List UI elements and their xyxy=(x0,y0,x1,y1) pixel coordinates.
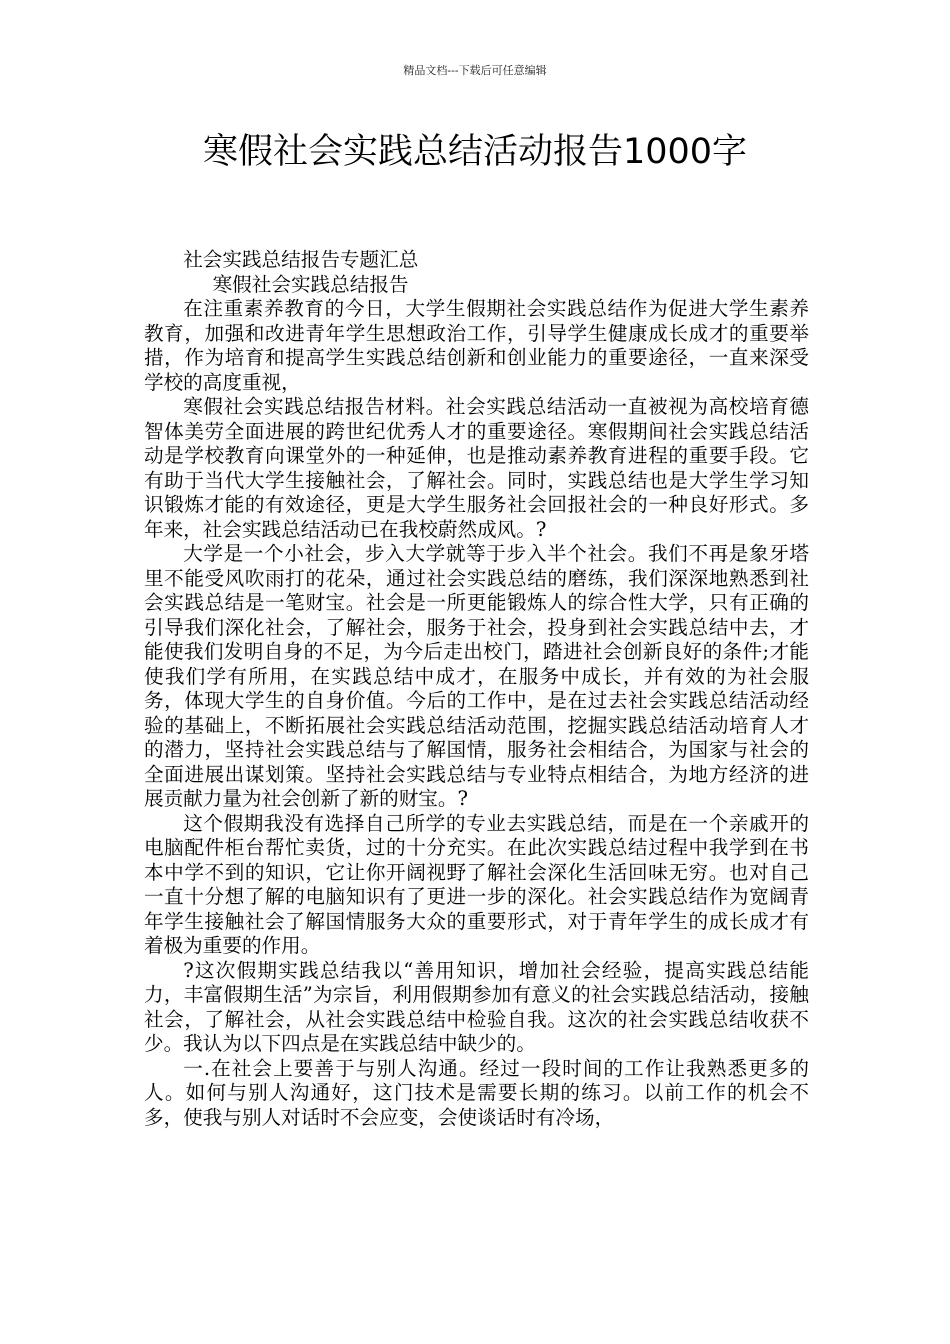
subtitle-line: 社会实践总结报告专题汇总 xyxy=(183,248,419,271)
body-paragraph: 这个假期我没有选择自己所学的专业去实践总结，而是在一个亲戚开的电脑配件柜台帮忙卖货，过的十分充实。在此次实践总结过程中我学到在书本中学不到的知识，它让你开阔视野了解社会深化生活回味无穷。也对自己一直十分想了解的电脑知识有了更进一步的深化。社会实践总结作为宽阔青年学生接触社会了解国情服务大众的重要形式，对于青年学生的成长成才有着极为重要的作用。 xyxy=(144,811,809,957)
document-body xyxy=(144,248,809,1130)
body-paragraph: 寒假社会实践总结报告材料。社会实践总结活动一直被视为高校培育德智体美劳全面进展的跨世纪优秀人才的重要途径。寒假期间社会实践总结活动是学校教育向课堂外的一种延伸，也是推动素养教育进程的重要手段。它有助于当代大学生接触社会，了解社会。同时，实践总结也是大学生学习知识锻炼才能的有效途径，更是大学生服务社会回报社会的一种良好形式。多年来，社会实践总结活动已在我校蔚然成风。? xyxy=(144,395,809,541)
subtitle-line: 寒假社会实践总结报告 xyxy=(212,272,409,296)
page-header: 精品文档---下载后可任意编辑 xyxy=(403,64,547,77)
body-paragraph: 在注重素养教育的今日，大学生假期社会实践总结作为促进大学生素养教育，加强和改进青年学生思想政治工作，引导学生健康成长成才的重要举措，作为培育和提高学生实践总结创新和创业能力的重要途径，一直来深受学校的高度重视， xyxy=(144,297,809,394)
body-paragraph: 大学是一个小社会，步入大学就等于步入半个社会。我们不再是象牙塔里不能受风吹雨打的花朵，通过社会实践总结的磨练，我们深深地熟悉到社会实践总结是一笔财宝。社会是一所更能锻炼人的综合性大学，只有正确的引导我们深化社会，了解社会，服务于社会，投身到社会实践总结中去，才能使我们发明自身的不足，为今后走出校门，踏进社会创新良好的条件;才能使我们学有所用，在实践总结中成才，在服务中成长，并有效的为社会服务，体现大学生的自身价值。今后的工作中，是在过去社会实践总结活动经验的基础上，不断拓展社会实践总结活动范围，挖掘实践总结活动培育人才的潜力，坚持社会实践总结与了解国情，服务社会相结合，为国家与社会的全面进展出谋划策。坚持社会实践总结与专业特点相结合，为地方经济的进展贡献力量为社会创新了新的财宝。? xyxy=(144,542,809,810)
body-paragraph: ?这次假期实践总结我以“善用知识，增加社会经验，提高实践总结能力，丰富假期生活”为宗旨，利用假期参加有意义的社会实践总结活动，接触社会，了解社会，从社会实践总结中检验自我。这次的社会实践总结收获不少。我认为以下四点是在实践总结中缺少的。 xyxy=(144,958,809,1055)
document-title: 寒假社会实践总结活动报告1000字 xyxy=(202,132,748,172)
body-paragraph: 一.在社会上要善于与别人沟通。经过一段时间的工作让我熟悉更多的人。如何与别人沟通好，这门技术是需要长期的练习。以前工作的机会不多，使我与别人对话时不会应变，会使谈话时有冷场， xyxy=(144,1056,809,1129)
